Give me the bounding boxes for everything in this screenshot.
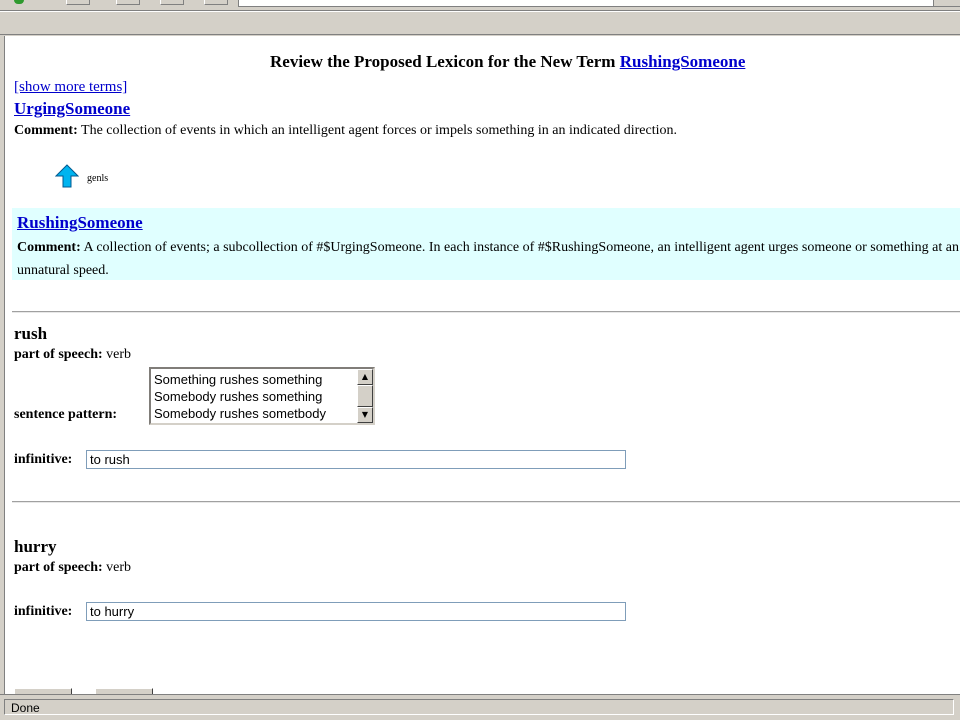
parent-comment-text: The collection of events in which an intelligent agent forces or impels something in an indicated direction. [81,123,678,138]
address-bar[interactable] [238,0,960,7]
entry-word: rush [14,324,48,343]
section-divider [12,501,960,503]
scroll-up-arrow-icon[interactable]: ▲ [357,369,373,385]
status-bar [0,696,960,720]
page-content [4,36,960,694]
new-term-comment-label: Comment: [17,240,81,255]
infinitive-label: infinitive: [14,452,73,467]
new-term-comment-text: A collection of events; a subcollection of #$UrgingSomeone. In each instance of #$RushingSomeone, an intelligent agent urges someone or something at an unnatural speed. [17,240,959,278]
sentence-pattern-listbox[interactable] [149,367,375,425]
page-title [270,52,745,72]
entry-part-of-speech [14,560,131,576]
page-title-text: Review the Proposed Lexicon for the New Term [270,52,616,71]
parent-comment-label: Comment: [14,123,78,138]
browser-toolbar [0,0,960,36]
pattern-option[interactable]: Something rushes something [154,372,323,387]
section-divider [12,311,960,313]
status-text: Done [4,699,954,715]
pos-value: verb [106,347,132,362]
parent-comment [14,123,677,139]
refresh-button[interactable] [160,0,184,5]
window-corner-button[interactable] [933,0,960,6]
parent-term-link[interactable]: UrgingSomeone [14,99,131,118]
scrollbar-thumb[interactable] [357,385,373,407]
new-term-link[interactable]: RushingSomeone [17,213,143,232]
content-top-edge [0,34,960,35]
new-term-panel [12,208,960,280]
entry-part-of-speech [14,347,131,363]
pattern-option[interactable]: Somebody rushes something [154,389,323,404]
home-button[interactable] [204,0,228,5]
forward-button[interactable] [66,0,90,5]
up-arrow-icon [55,164,79,188]
sentence-pattern-label: sentence pattern: [14,407,118,422]
listbox-scrollbar[interactable] [357,369,373,423]
infinitive-label: infinitive: [14,604,73,619]
stop-button[interactable] [116,0,140,5]
infinitive-input-rush[interactable] [86,450,626,469]
content-bottom-edge [0,694,960,695]
pos-label: part of speech: [14,560,103,575]
new-term-comment [17,236,960,282]
infinitive-input-hurry[interactable] [86,602,626,621]
pos-label: part of speech: [14,347,103,362]
genls-label: genls [87,173,109,184]
pattern-option[interactable]: Somebody rushes sometbody [154,406,326,421]
entry-word: hurry [14,537,57,556]
pos-value: verb [106,560,132,575]
show-more-terms-link[interactable]: [show more terms] [14,79,128,95]
toolbar-divider-highlight [0,11,960,12]
title-term-link[interactable]: RushingSomeone [619,52,746,71]
scroll-down-arrow-icon[interactable]: ▼ [357,407,373,423]
